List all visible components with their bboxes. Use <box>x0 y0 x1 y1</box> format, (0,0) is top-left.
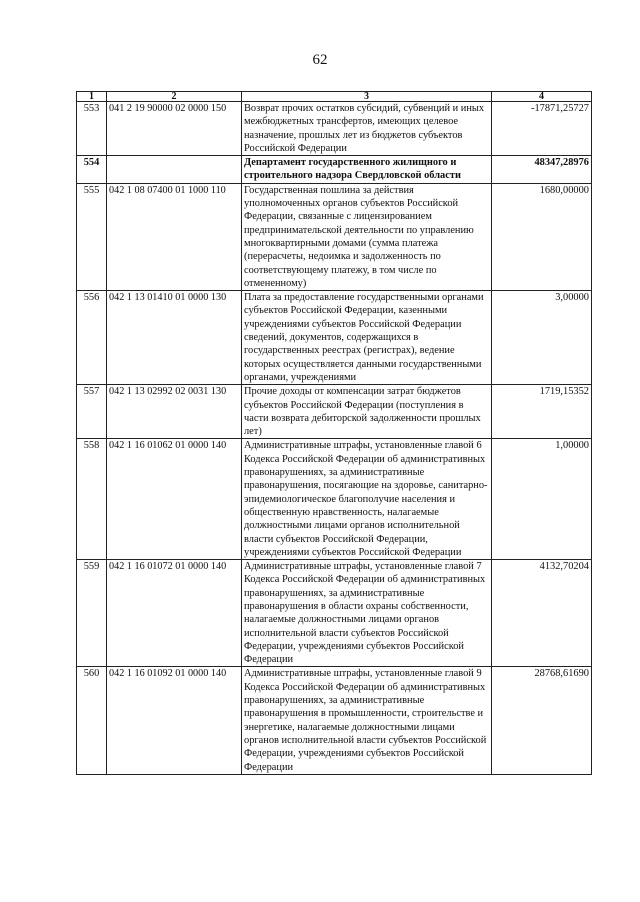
table-row <box>77 291 592 385</box>
table-row <box>77 183 592 290</box>
revenue-name: Административные штрафы, установленные главой 6 Кодекса Российской Федерации об административных правонарушениях, за административные правонарушения, посягающие на здоровье, санитарно-эпидемиологическое благополучие населения и общественную нравственность, налагаемые должностными лицами органов исполнительной власти субъектов Российской Федерации, учреждениями субъектов Российской Федерации <box>242 439 492 560</box>
revenue-name: Плата за предоставление государственными органами субъектов Российской Федерации, казенными учреждениями субъектов Российской Федерации сведений, документов, содержащихся в государственных реестрах (регистрах), ведение которых осуществляется данными государственными органами, учреждениями <box>242 291 492 385</box>
revenue-name: Государственная пошлина за действия уполномоченных органов субъектов Российской Федерации, связанные с лицензированием предпринимательской деятельности по управлению многоквартирными домами (сумма платежа (перерасчеты, недоимка и задолженность по соответствующему платежу, в том числе по отмененному) <box>242 183 492 290</box>
row-number: 555 <box>77 183 107 290</box>
table-row <box>77 667 592 774</box>
row-number: 556 <box>77 291 107 385</box>
row-number: 553 <box>77 102 107 156</box>
budget-code: 042 1 16 01062 01 0000 140 <box>107 439 242 560</box>
budget-code: 041 2 19 90000 02 0000 150 <box>107 102 242 156</box>
budget-code: 042 1 13 01410 01 0000 130 <box>107 291 242 385</box>
table-row <box>77 156 592 184</box>
budget-code: 042 1 16 01092 01 0000 140 <box>107 667 242 774</box>
revenue-name: Административные штрафы, установленные главой 7 Кодекса Российской Федерации об административных правонарушениях, за административные правонарушения в области охраны собственности, налагаемые должностными лицами органов исполнительной власти субъектов Российской Федерации, учреждениями субъектов Российской Федерации <box>242 560 492 667</box>
amount: 3,00000 <box>492 291 592 385</box>
amount: 48347,28976 <box>492 156 592 184</box>
amount: 1,00000 <box>492 439 592 560</box>
column-header-3: 3 <box>242 92 492 102</box>
column-header-4: 4 <box>492 92 592 102</box>
budget-code: 042 1 13 02992 02 0031 130 <box>107 385 242 439</box>
amount: -17871,25727 <box>492 102 592 156</box>
table-row <box>77 385 592 439</box>
page-number: 62 <box>312 52 328 68</box>
row-number: 559 <box>77 560 107 667</box>
revenue-name: Прочие доходы от компенсации затрат бюджетов субъектов Российской Федерации (поступления в части возврата дебиторской задолженности прошлых лет) <box>242 385 492 439</box>
row-number: 557 <box>77 385 107 439</box>
amount: 1719,15352 <box>492 385 592 439</box>
budget-code: 042 1 16 01072 01 0000 140 <box>107 560 242 667</box>
revenue-name: Административные штрафы, установленные главой 9 Кодекса Российской Федерации об административных правонарушениях, за административные правонарушения в промышленности, строительстве и энергетике, налагаемые должностными лицами органов исполнительной власти субъектов Российской Федерации, учреждениями субъектов Российской Федерации <box>242 667 492 774</box>
table-row <box>77 560 592 667</box>
row-number: 558 <box>77 439 107 560</box>
column-header-2: 2 <box>107 92 242 102</box>
column-header-1: 1 <box>77 92 107 102</box>
table-row <box>77 439 592 560</box>
table-row <box>77 102 592 156</box>
amount: 1680,00000 <box>492 183 592 290</box>
budget-code: 042 1 08 07400 01 1000 110 <box>107 183 242 290</box>
budget-code <box>107 156 242 184</box>
row-number: 560 <box>77 667 107 774</box>
table-header-row <box>77 92 592 102</box>
revenue-table <box>76 91 592 775</box>
row-number: 554 <box>77 156 107 184</box>
amount: 4132,70204 <box>492 560 592 667</box>
revenue-name: Возврат прочих остатков субсидий, субвенций и иных межбюджетных трансфертов, имеющих целевое назначение, прошлых лет из бюджетов субъектов Российской Федерации <box>242 102 492 156</box>
amount: 28768,61690 <box>492 667 592 774</box>
revenue-name: Департамент государственного жилищного и строительного надзора Свердловской области <box>242 156 492 184</box>
